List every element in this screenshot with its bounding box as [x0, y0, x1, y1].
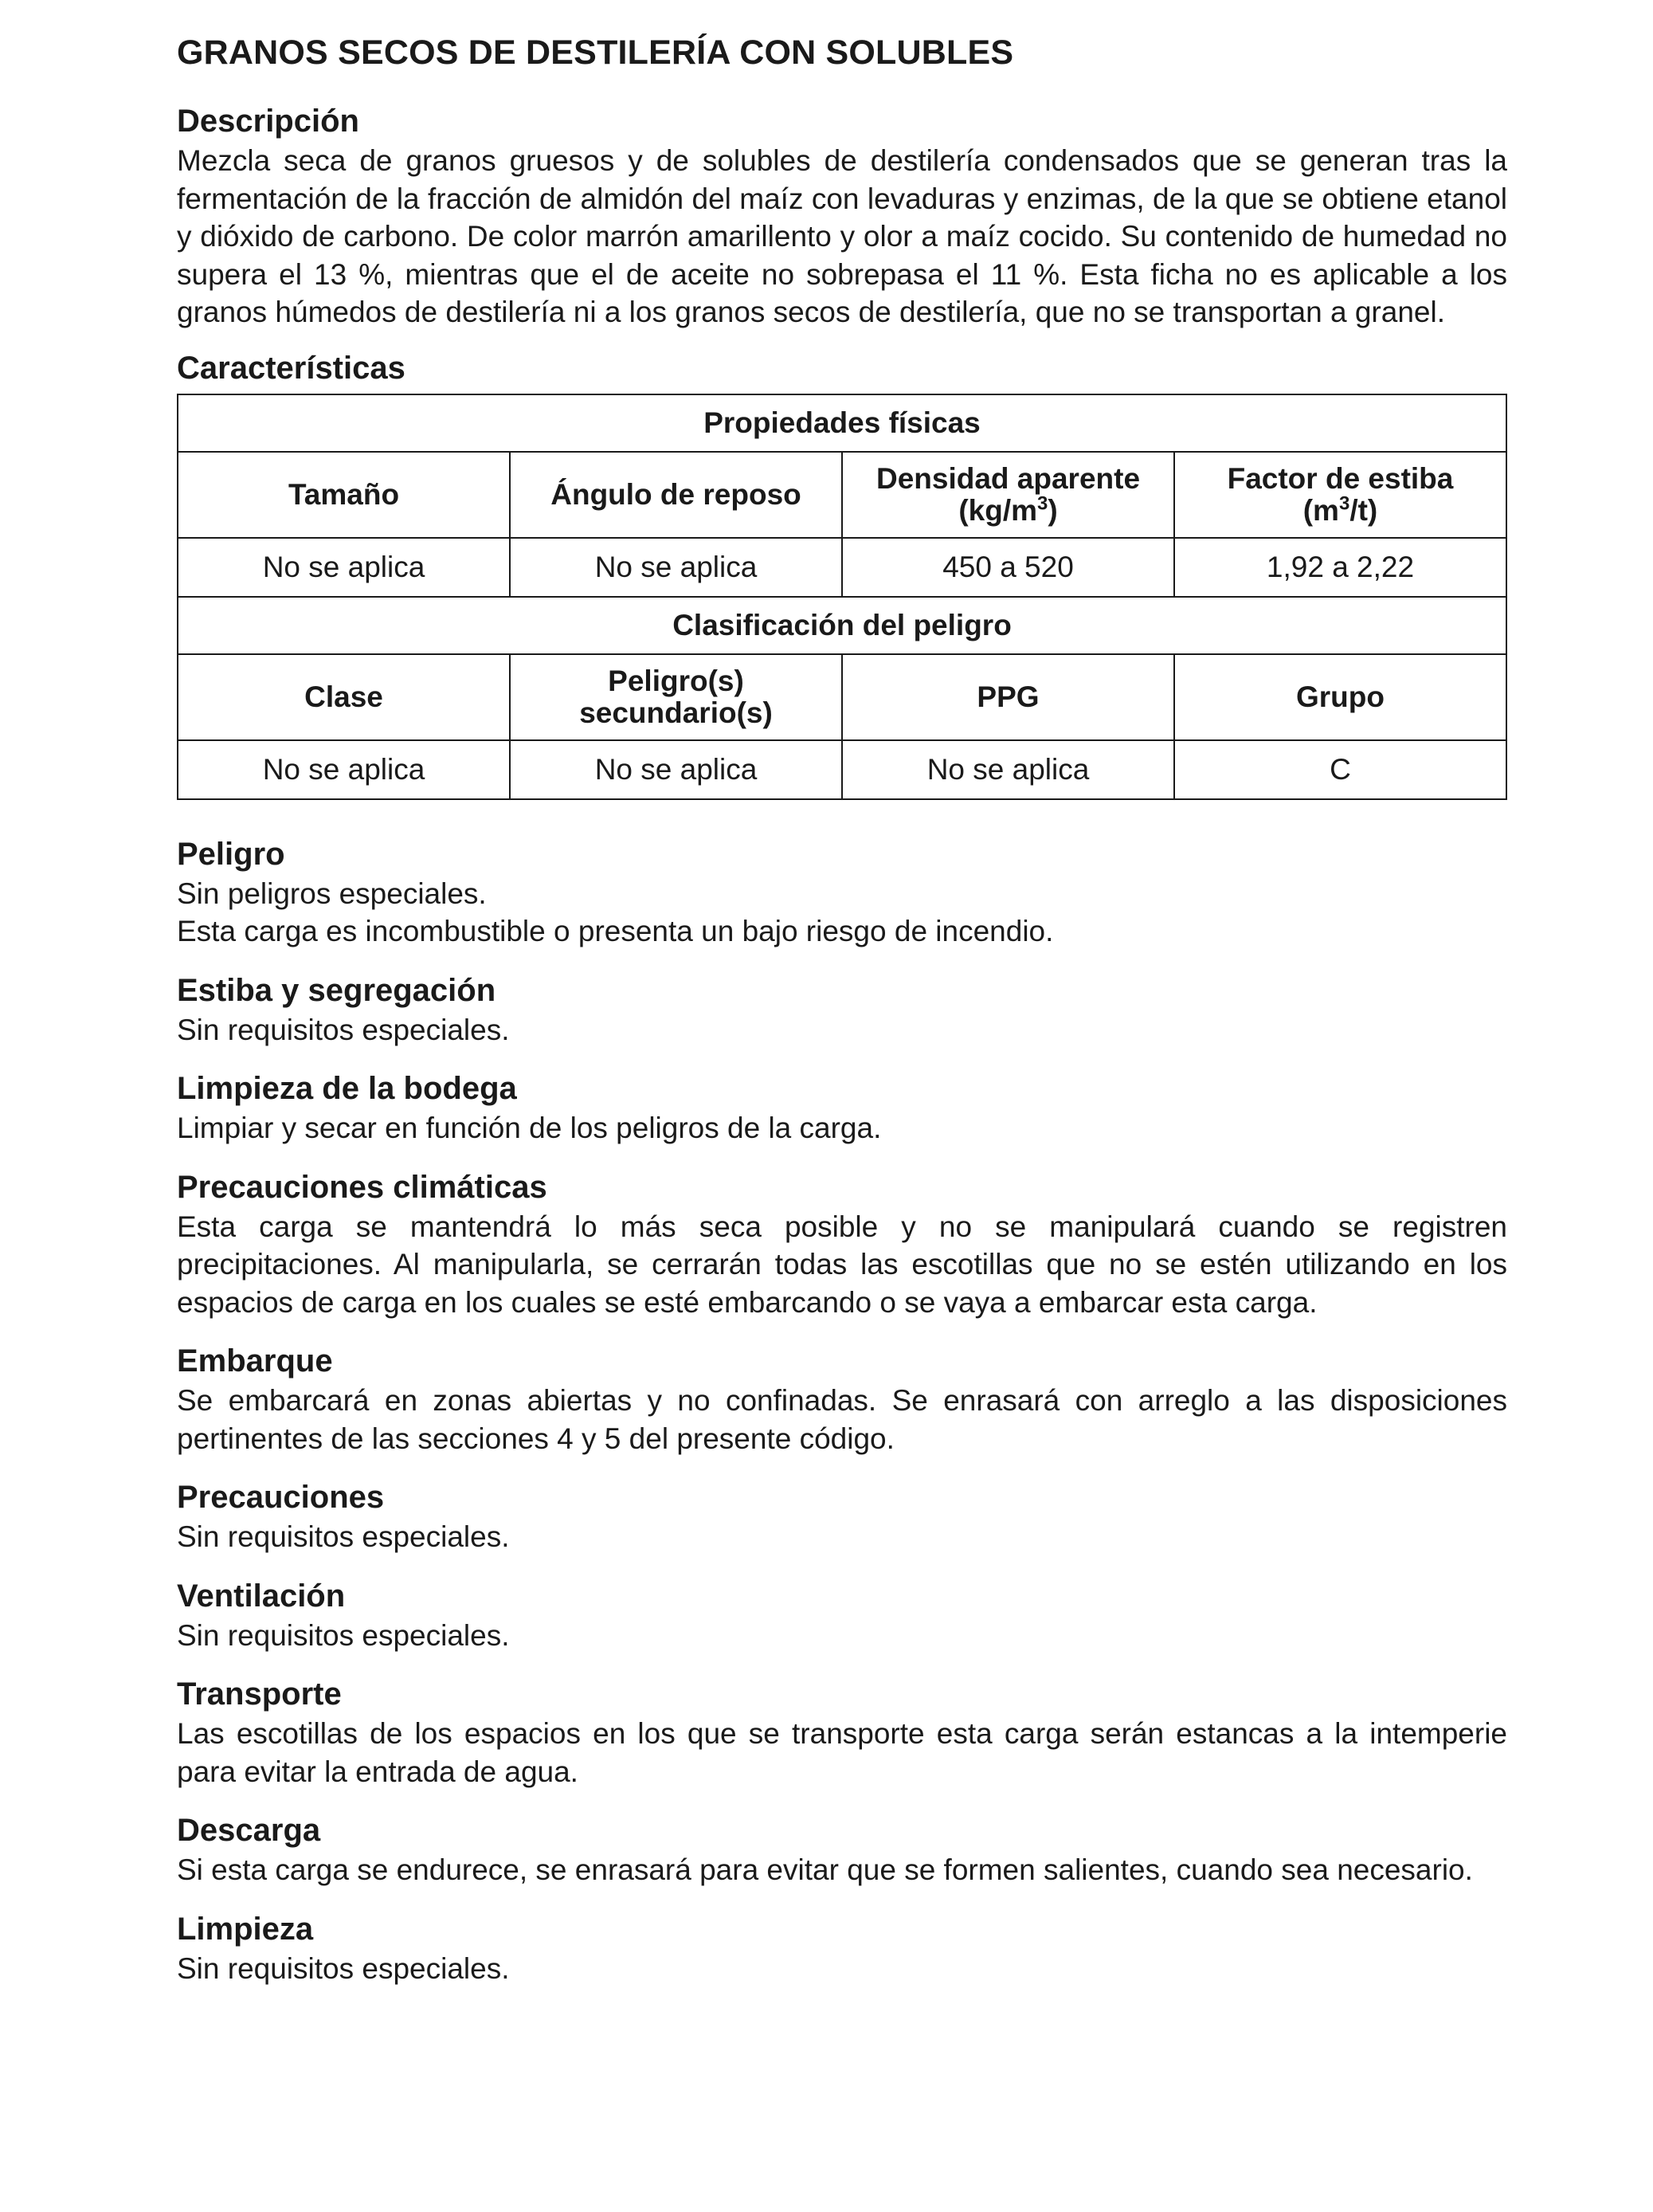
density-unit-post: ) — [1048, 493, 1058, 527]
section-text: Esta carga es incombustible o presenta un bajo riesgo de incendio. — [177, 915, 1054, 947]
section-heading: Limpieza de la bodega — [177, 1071, 517, 1106]
section-heading: Embarque — [177, 1343, 333, 1379]
value-angle: No se aplica — [510, 538, 842, 597]
density-unit-exp: 3 — [1037, 492, 1048, 515]
table-header-row — [178, 654, 1506, 740]
section-heading: Descarga — [177, 1813, 321, 1848]
stowage-unit-post: /t) — [1349, 493, 1378, 527]
value-clase: No se aplica — [178, 740, 510, 799]
section-text: Si esta carga se endurece, se enrasará para evitar que se formen salientes, cuando sea necesario. — [177, 1853, 1473, 1886]
section-text: Se embarcará en zonas abiertas y no confinadas. Se enrasará con arreglo a las disposiciones pertinentes de las secciones 4 y 5 del presente código. — [177, 1384, 1507, 1455]
col-header-grupo: Grupo — [1174, 654, 1506, 740]
section-precauciones-climaticas — [177, 1167, 1507, 1322]
col-header-ppg: PPG — [842, 654, 1174, 740]
col-header-size: Tamaño — [178, 452, 510, 538]
col-header-angle: Ángulo de reposo — [510, 452, 842, 538]
section-heading: Precauciones — [177, 1480, 385, 1515]
secondary-label-line2: secundario(s) — [579, 696, 773, 729]
value-stowage: 1,92 a 2,22 — [1174, 538, 1506, 597]
section-ventilacion — [177, 1575, 1507, 1655]
density-label: Densidad aparente — [875, 461, 1141, 495]
section-heading: Precauciones climáticas — [177, 1169, 547, 1205]
secondary-label-line1: Peligro(s) — [608, 664, 744, 697]
col-header-stowage — [1174, 452, 1506, 538]
section-text: Sin peligros especiales. — [177, 877, 487, 910]
section-text: Las escotillas de los espacios en los que se transporte esta carga serán estancas a la intemperie para evitar la entrada de agua. — [177, 1717, 1507, 1788]
section-text: Mezcla seca de granos gruesos y de solubles de destilería condensados que se generan tras la fermentación de la fracción de almidón del maíz con levaduras y enzimas, de la que se obtiene etanol y dióxido de carbono. De color marrón amarillento y olor a maíz cocido. Su contenido de humedad no supera el 13 %, mientras que el de aceite no sobrepasa el 11 %. Esta ficha no es aplicable a los granos húmedos de destilería ni a los granos secos de destilería, que no se transportan a granel. — [177, 144, 1507, 328]
physical-properties-header: Propiedades físicas — [178, 394, 1506, 452]
section-heading: Ventilación — [177, 1578, 346, 1614]
stowage-unit-exp: 3 — [1338, 492, 1350, 515]
section-transporte — [177, 1673, 1507, 1790]
density-unit-pre: (kg/m — [958, 493, 1037, 527]
value-grupo: C — [1174, 740, 1506, 799]
section-text: Sin requisitos especiales. — [177, 1520, 510, 1553]
section-heading: Transporte — [177, 1677, 342, 1712]
section-embarque — [177, 1340, 1507, 1457]
properties-table — [177, 394, 1507, 800]
section-text: Sin requisitos especiales. — [177, 1013, 510, 1046]
stowage-unit-pre: (m — [1302, 493, 1339, 527]
table-row — [178, 740, 1506, 799]
section-limpieza-bodega — [177, 1068, 1507, 1147]
section-text: Sin requisitos especiales. — [177, 1618, 510, 1652]
section-heading: Peligro — [177, 836, 285, 872]
section-precauciones — [177, 1477, 1507, 1556]
table-group-row — [178, 394, 1506, 452]
value-size: No se aplica — [178, 538, 510, 597]
section-heading: Estiba y segregación — [177, 972, 496, 1008]
section-heading: Características — [177, 350, 405, 386]
value-secondary: No se aplica — [510, 740, 842, 799]
section-estiba — [177, 970, 1507, 1049]
table-row — [178, 538, 1506, 597]
stowage-label: Factor de estiba — [1227, 461, 1454, 495]
table-header-row — [178, 452, 1506, 538]
col-header-clase: Clase — [178, 654, 510, 740]
section-descarga — [177, 1810, 1507, 1889]
section-descripcion — [177, 100, 1507, 331]
section-text: Limpiar y secar en función de los peligros de la carga. — [177, 1112, 882, 1144]
section-peligro — [177, 833, 1507, 951]
section-caracteristicas — [177, 347, 1507, 800]
section-text: Esta carga se mantendrá lo más seca posible y no se manipulará cuando se registren precipitaciones. Al manipularla, se cerrarán todas las escotillas que no se estén utilizando en los espacios de carga en los cuales se esté embarcando o se vaya a embarcar esta carga. — [177, 1210, 1507, 1319]
value-density: 450 a 520 — [842, 538, 1174, 597]
document-title: GRANOS SECOS DE DESTILERÍA CON SOLUBLES — [177, 33, 1014, 72]
col-header-secondary — [510, 654, 842, 740]
section-heading: Descripción — [177, 104, 359, 139]
table-group-row — [178, 597, 1506, 654]
value-ppg: No se aplica — [842, 740, 1174, 799]
section-heading: Limpieza — [177, 1911, 314, 1947]
col-header-density — [842, 452, 1174, 538]
section-limpieza — [177, 1908, 1507, 1988]
section-text: Sin requisitos especiales. — [177, 1951, 510, 1985]
hazard-classification-header: Clasificación del peligro — [178, 597, 1506, 654]
document-page — [177, 30, 1507, 2006]
